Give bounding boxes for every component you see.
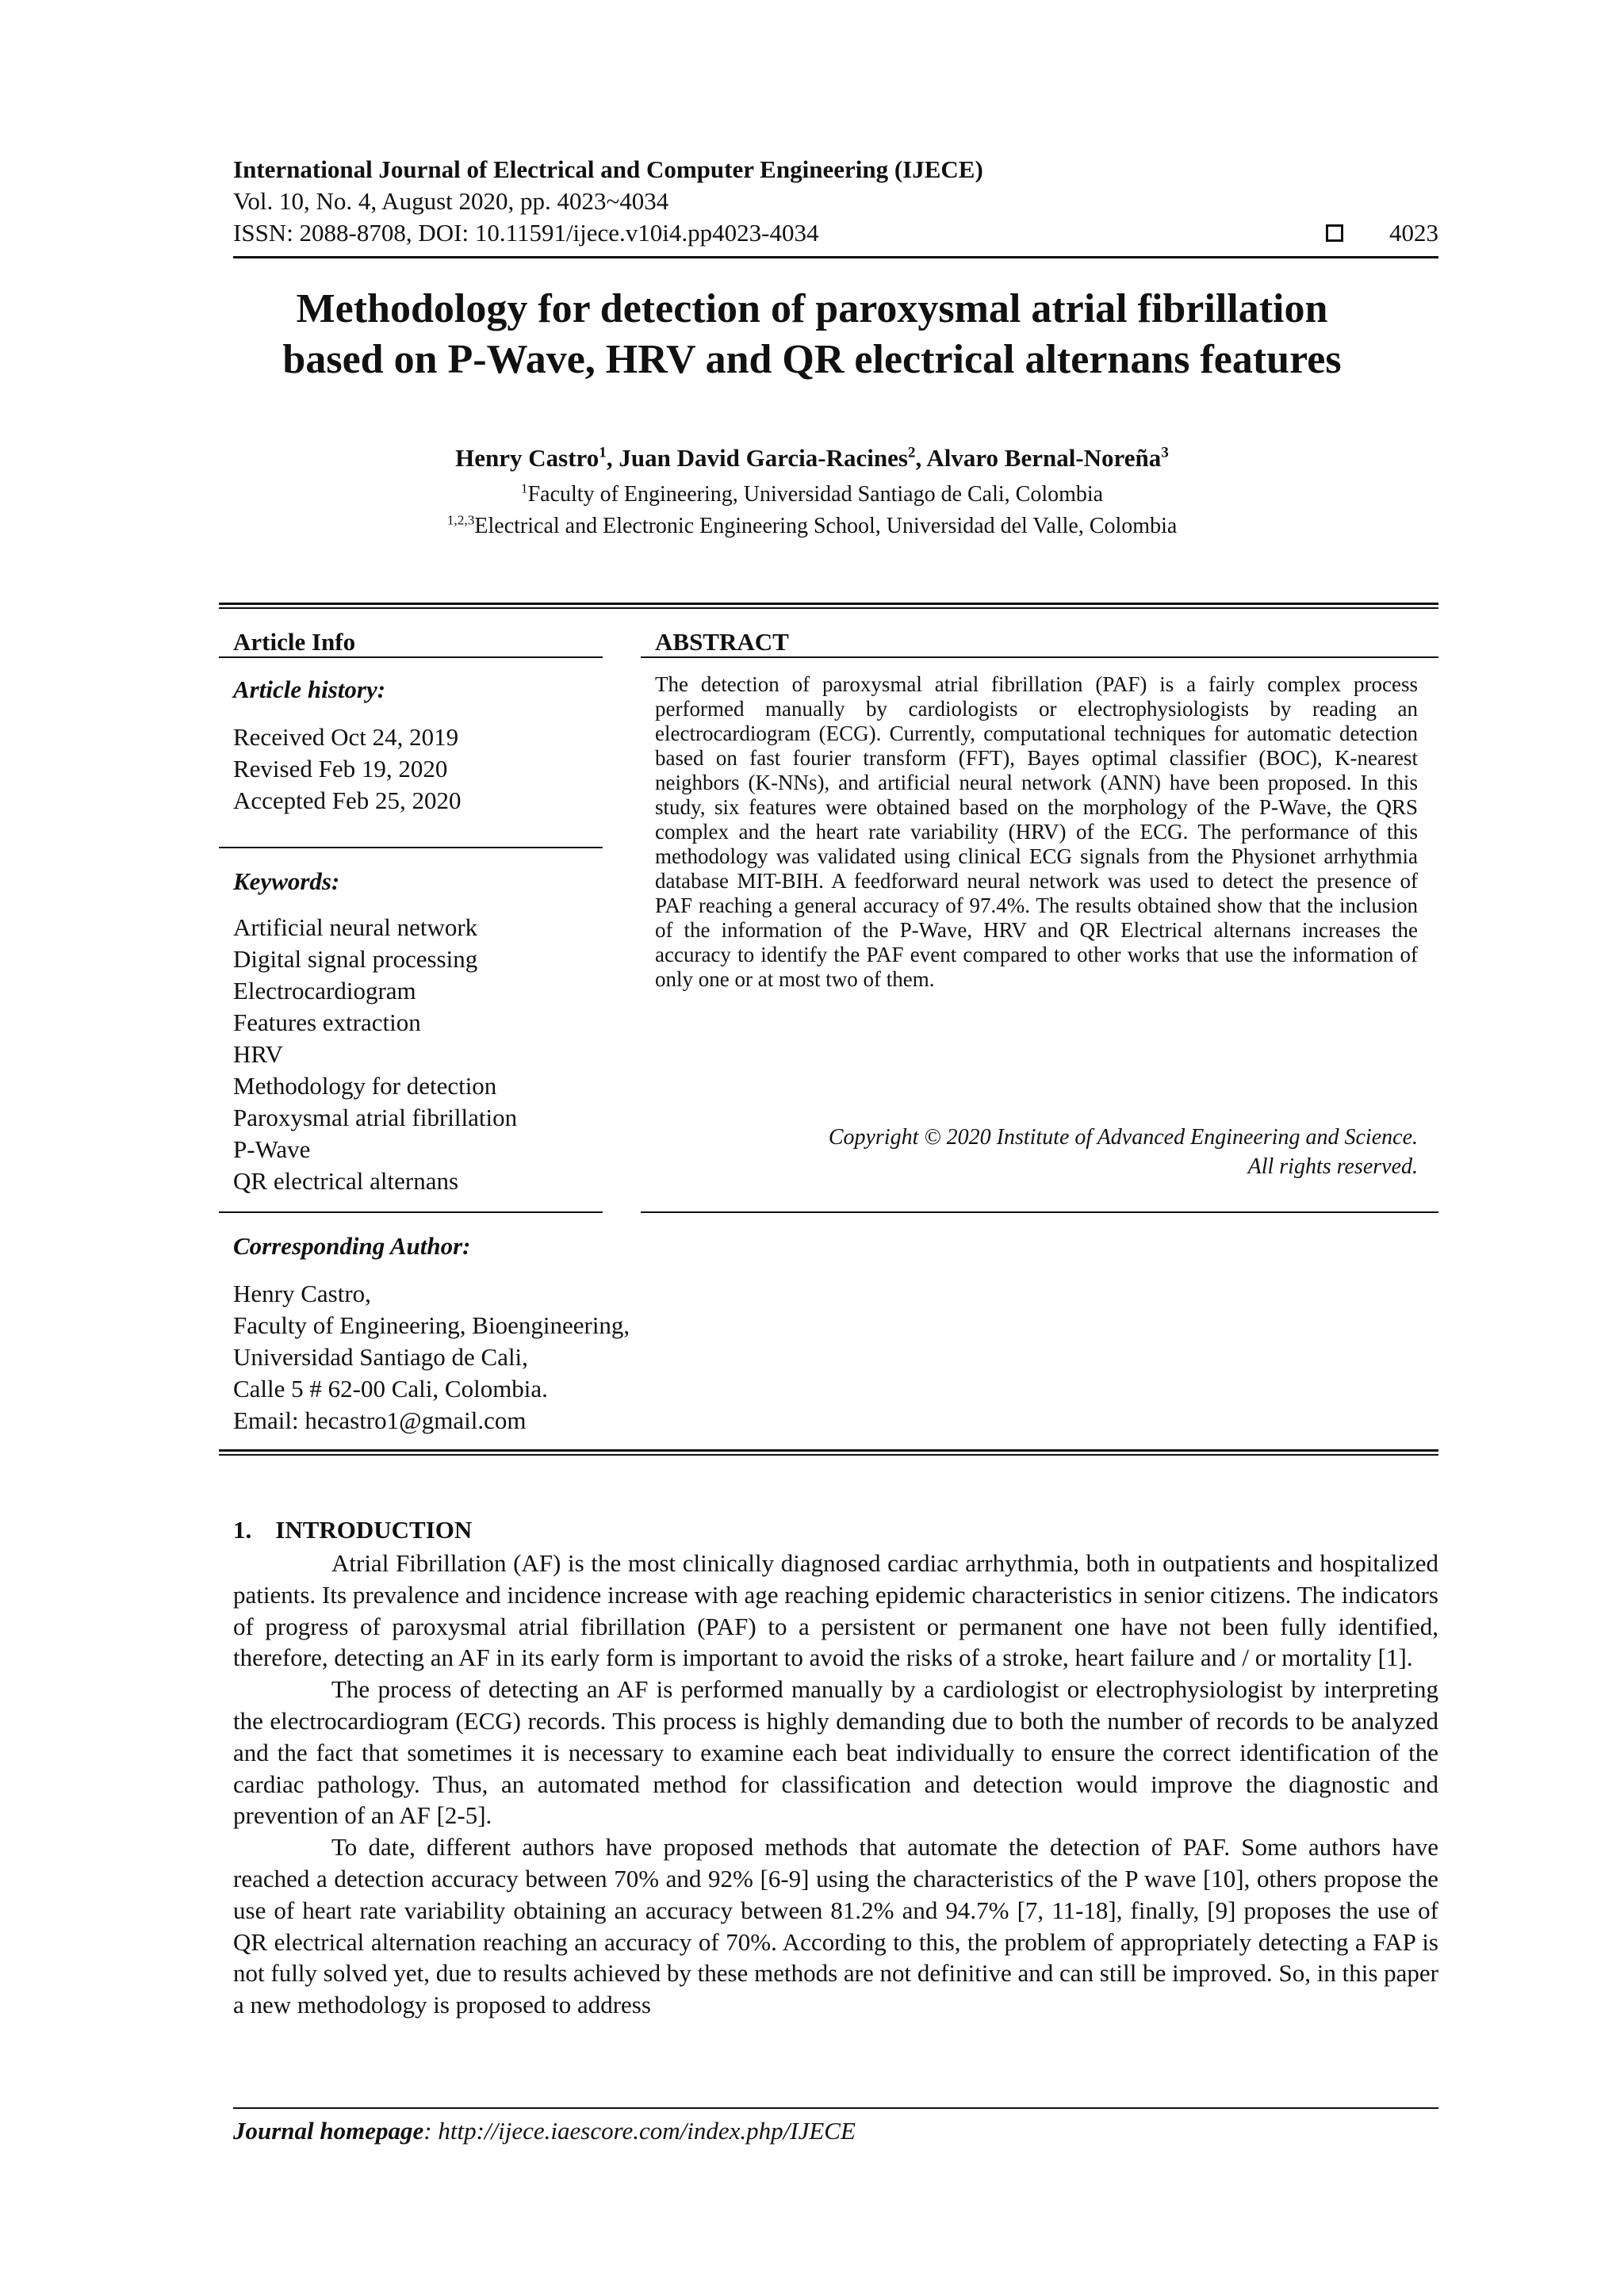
keyword-item: P-Wave xyxy=(233,1135,311,1163)
keyword-item: Digital signal processing xyxy=(233,945,478,973)
keyword-item: QR electrical alternans xyxy=(233,1167,459,1195)
title-line-2: based on P-Wave, HRV and QR electrical alternans features xyxy=(282,337,1342,382)
affiliation-text: Faculty of Engineering, Universidad Santiago de Cali, Colombia xyxy=(527,482,1104,507)
corresponding-line: Calle 5 # 62-00 Cali, Colombia. xyxy=(233,1375,548,1402)
info-bottom-rule-thin xyxy=(219,1454,1438,1456)
keyword-list xyxy=(233,912,517,1197)
article-info-rule xyxy=(219,656,603,658)
body-paragraph: Atrial Fibrillation (AF) is the most clinically diagnosed cardiac arrhythmia, both in outpatients and hospitalized patients. Its prevalence and incidence increase with age reaching epidemic characteristics in senior citizens. The indicators of progress of paroxysmal atrial fibrillation (PAF) to a persistent or permanent one have not been fully identified, therefore, detecting an AF in its early form is important to avoid the risks of a stroke, heart failure and / or mortality [1]. xyxy=(233,1549,1438,1672)
corresponding-line: Henry Castro, xyxy=(233,1280,371,1307)
corresponding-heading: Corresponding Author: xyxy=(233,1232,471,1260)
author-sep: , xyxy=(606,444,619,472)
history-rule xyxy=(219,847,603,848)
abstract-text: The detection of paroxysmal atrial fibrillation (PAF) is a fairly complex process performed manually by cardiologists or electrophysiologists by reading an electrocardiogram (ECG). Currently, computational techniques for automatic detection based on fast fourier transform (FFT), Bayes optimal classifier (BOC), K-nearest neighbors (K-NNs), and artificial neural network (ANN) have been proposed. In this study, six features were obtained based on the morphology of the P-Wave, the QRS complex and the heart rate variability (HRV) of the ECG. The performance of this methodology was validated using clinical ECG signals from the Physionet arrhythmia database MIT-BIH. A feedforward neural network was used to detect the presence of PAF reaching a general accuracy of 97.4%. The results obtained show that the inclusion of the information of the P-Wave, HRV and QR Electrical alternans increases the accuracy to identify the PAF event compared to other works that use the information of only one or at most two of them. xyxy=(655,672,1418,991)
keyword-item: Artificial neural network xyxy=(233,913,478,941)
info-top-rule-thin xyxy=(219,607,1438,609)
history-item: Revised Feb 19, 2020 xyxy=(233,755,448,783)
keyword-item: Paroxysmal atrial fibrillation xyxy=(233,1104,518,1131)
body-paragraph: The process of detecting an AF is performed manually by a cardiologist or electrophysiologist by interpreting the electrocardiogram (ECG) records. This process is highly demanding due to both the number of records to be analyzed and the fact that sometimes it is necessary to examine each beat individually to ensure the correct identification of the cardiac pathology. Thus, an automated method for classification and detection would improve the diagnostic and prevention of an AF [2-5]. xyxy=(233,1675,1438,1830)
affiliation-sup: 1 xyxy=(520,480,528,496)
abstract-bottom-rule xyxy=(641,1211,1438,1213)
author-sep: , xyxy=(915,444,927,472)
journal-name: International Journal of Electrical and Computer Engineering (IJECE) xyxy=(233,155,983,183)
volume-line: Vol. 10, No. 4, August 2020, pp. 4023~4034 xyxy=(233,187,669,215)
affiliation-sup: 1,2,3 xyxy=(446,512,475,528)
introduction-body xyxy=(233,1548,1438,2021)
author-sup: 1 xyxy=(599,444,607,461)
info-top-rule xyxy=(219,603,1438,605)
keyword-item: Electrocardiogram xyxy=(233,977,416,1004)
footer-rule xyxy=(233,2107,1438,2109)
affiliation-text: Electrical and Electronic Engineering School, Universidad del Valle, Colombia xyxy=(474,514,1178,538)
history-item: Accepted Feb 25, 2020 xyxy=(233,786,462,814)
body-paragraph: To date, different authors have proposed methods that automate the detection of PAF. Some authors have reached a detection accuracy between 70% and 92% [6-9] using the characteristics of the P wave [10], others propose the use of heart rate variability obtaining an accuracy between 81.2% and 94.7% [7, 11-18], finally, [9] proposes the use of QR electrical alternation reaching an accuracy of 70%. According to this, the problem of appropriately detecting a FAP is not fully solved yet, due to results achieved by these methods are not definitive and can still be improved. So, in this paper a new methodology is proposed to address xyxy=(233,1833,1438,2019)
corresponding-line: Email: hecastro1@gmail.com xyxy=(233,1406,527,1434)
corresponding-line: Faculty of Engineering, Bioengineering, xyxy=(233,1311,630,1339)
section-heading xyxy=(233,1516,472,1544)
copyright-notice xyxy=(655,1123,1418,1181)
abstract-rule xyxy=(641,656,1438,658)
page-number-group xyxy=(1326,219,1438,247)
issn-line: ISSN: 2088-8708, DOI: 10.11591/ijece.v10i4.pp4023-4034 xyxy=(233,219,819,247)
keyword-item: Methodology for detection xyxy=(233,1072,497,1100)
copyright-line: All rights reserved. xyxy=(1247,1154,1418,1179)
affiliation xyxy=(159,482,1465,507)
author-name: Henry Castro xyxy=(455,444,599,472)
author-sup: 2 xyxy=(907,444,916,461)
homepage-label: Journal homepage xyxy=(233,2117,424,2145)
abstract-heading: ABSTRACT xyxy=(655,628,789,656)
corresponding-details xyxy=(233,1278,630,1437)
section-title: INTRODUCTION xyxy=(275,1516,473,1544)
history-item: Received Oct 24, 2019 xyxy=(233,723,459,751)
keywords-rule xyxy=(219,1211,603,1213)
affiliation xyxy=(159,514,1465,539)
section-number: 1. xyxy=(233,1516,252,1544)
history-heading: Article history: xyxy=(233,675,386,703)
keywords-heading: Keywords: xyxy=(233,867,340,895)
keyword-item: Features extraction xyxy=(233,1008,421,1036)
page-number: 4023 xyxy=(1389,219,1438,247)
issn-row xyxy=(233,219,1438,247)
paper-title xyxy=(159,284,1465,385)
journal-homepage xyxy=(233,2117,856,2145)
copyright-line: Copyright © 2020 Institute of Advanced Engineering and Science. xyxy=(828,1125,1418,1150)
info-bottom-rule xyxy=(219,1449,1438,1452)
author-name: Juan David Garcia-Racines xyxy=(619,444,908,472)
header-rule xyxy=(233,256,1438,258)
author-name: Alvaro Bernal-Noreña xyxy=(926,444,1162,472)
homepage-url[interactable]: : http://ijece.iaescore.com/index.php/IJECE xyxy=(423,2117,856,2145)
author-list xyxy=(159,444,1465,473)
square-icon xyxy=(1326,224,1343,242)
title-line-1: Methodology for detection of paroxysmal atrial fibrillation xyxy=(296,286,1328,331)
article-info-heading: Article Info xyxy=(233,628,356,656)
history-list xyxy=(233,721,462,817)
corresponding-line: Universidad Santiago de Cali, xyxy=(233,1343,528,1371)
author-sup: 3 xyxy=(1161,444,1169,461)
keyword-item: HRV xyxy=(233,1040,283,1068)
